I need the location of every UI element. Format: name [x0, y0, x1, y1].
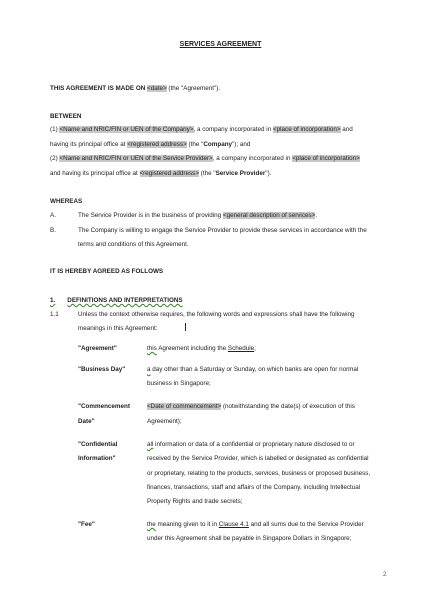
recital-a-text — [78, 212, 317, 220]
clause-4-1-link[interactable]: Clause 4.1 — [218, 521, 249, 528]
made-on-prefix: THIS AGREEMENT IS MADE ON — [50, 85, 148, 92]
clause-1-1-line-1: Unless the context otherwise requires, the following words and expressions shall have the following — [78, 311, 355, 318]
section-1-number: 1. — [50, 297, 56, 304]
definition-fee-line-2: under this Agreement shall be payable in Singapore Dollars in Singapore; — [147, 535, 352, 542]
company-name-field[interactable]: <Name and NRIC/FIN or UEN of the Company> — [59, 126, 194, 133]
clause-1-1-number: 1.1 — [50, 311, 59, 318]
section-1-title: DEFINITIONS AND INTERPRETATIONS — [67, 297, 183, 304]
party-1-mid: , a company incorporated in — [193, 126, 273, 133]
company-place-field[interactable]: <place of incorporation> — [272, 126, 341, 133]
party-1-office-end: "); and — [232, 141, 251, 148]
term-commencement-line-2: Date" — [78, 418, 95, 425]
definition-confidential-line-2: received by the Service Provider, which is labelled or designated as confidential — [147, 455, 369, 462]
party-1-line-2 — [50, 141, 250, 149]
party-1-line-1 — [50, 126, 353, 134]
party-2-office-prefix: and having its principal office at — [50, 170, 140, 177]
party-1-number: (1) — [50, 126, 60, 133]
commencement-date-field[interactable]: <Date of commencement> — [147, 403, 222, 410]
section-1-heading — [50, 297, 183, 305]
term-confidential-line-1: "Confidential — [78, 441, 118, 448]
definition-business-day-line-1 — [147, 366, 358, 374]
text-cursor — [185, 323, 186, 331]
definition-fee-end: and all sums due to the Service Provider — [248, 521, 364, 528]
definition-fee-first: the — [147, 521, 156, 528]
made-on-suffix: (the "Agreement"). — [166, 85, 221, 92]
provider-place-field[interactable]: <place of incorporation> — [292, 155, 360, 162]
recital-b-line-1: The Company is willing to engage the Service Provider to provide these services in accordance with the — [78, 227, 367, 234]
date-field[interactable]: <date> — [147, 85, 167, 92]
recital-b-label: B. — [50, 227, 56, 234]
term-business-day: "Business Day" — [78, 366, 126, 373]
definition-business-day-line-2: business in Singapore; — [147, 380, 211, 387]
party-2-office-mid: (the " — [199, 170, 216, 177]
document-title: SERVICES AGREEMENT — [179, 41, 262, 48]
term-commencement-line-1: "Commencement — [78, 403, 130, 410]
clause-1-1-line-2: meanings in this Agreement: — [78, 325, 158, 332]
definition-confidential-first: all — [147, 441, 154, 448]
provider-address-field[interactable]: <registered address> — [139, 170, 200, 177]
party-1-end: and — [340, 126, 353, 133]
whereas-heading: WHEREAS — [50, 198, 83, 205]
party-1-office-mid: (the " — [186, 141, 204, 148]
definition-confidential-line-4: finances, transactions, staff and affairs of the Company, including Intellectual — [147, 484, 361, 491]
agreement-date-line — [50, 85, 220, 93]
party-2-line-2 — [50, 170, 271, 178]
definition-business-day-rest: day other than a Saturday or Sunday, on which banks are open for normal — [150, 366, 359, 373]
definition-confidential-rest: information or data of a confidential or proprietary nature disclosed to or — [153, 441, 355, 448]
definition-fee-line-1 — [147, 521, 364, 529]
definition-agreement-first: this — [147, 345, 157, 352]
services-description-field[interactable]: <general description of services> — [222, 212, 316, 219]
definition-agreement-end: ; — [254, 345, 256, 352]
definition-agreement-rest: Agreement including the — [156, 345, 228, 352]
between-heading: BETWEEN — [50, 113, 82, 120]
recital-a-end: . — [315, 212, 318, 219]
definition-confidential-line-3: or proprietary, relating to the products, services, business or proposed business, — [147, 470, 371, 477]
recital-a-label: A. — [50, 212, 56, 219]
term-agreement: "Agreement" — [78, 345, 117, 352]
term-confidential-line-2: Information" — [78, 455, 116, 462]
term-fee: "Fee" — [78, 521, 95, 528]
party-1-office-prefix: having its principal office at — [50, 141, 128, 148]
definition-commencement-line-1 — [147, 403, 355, 411]
definition-fee-mid: meaning given to it in — [155, 521, 219, 528]
definition-confidential-line-1 — [147, 441, 355, 449]
party-2-number: (2) — [50, 155, 60, 162]
party-2-mid: , a company incorporated in — [212, 155, 293, 162]
page-number: 2 — [383, 571, 387, 578]
provider-defined-term: Service Provider — [215, 170, 266, 177]
party-2-office-end: "). — [265, 170, 272, 177]
definition-commencement-rest: (notwithstanding the date(s) of execution of this — [221, 403, 355, 410]
recital-a-body: The Service Provider is in the business of providing — [78, 212, 223, 219]
company-defined-term: Company — [203, 141, 233, 148]
company-address-field[interactable]: <registered address> — [127, 141, 187, 148]
provider-name-field[interactable]: <Name and NRIC/FIN or UEN of the Service Provider> — [59, 155, 213, 162]
definition-commencement-line-2: Agreement); — [147, 418, 182, 425]
agreed-heading: IT IS HEREBY AGREED AS FOLLOWS — [50, 268, 164, 275]
definition-business-day-first: a — [147, 366, 151, 373]
definition-agreement — [147, 345, 256, 353]
party-2-line-1 — [50, 155, 360, 163]
schedule-link[interactable]: Schedule — [227, 345, 255, 352]
definition-confidential-line-5: Property Rights and trade secrets; — [147, 498, 243, 505]
recital-b-line-2: terms and conditions of this Agreement. — [78, 241, 189, 248]
